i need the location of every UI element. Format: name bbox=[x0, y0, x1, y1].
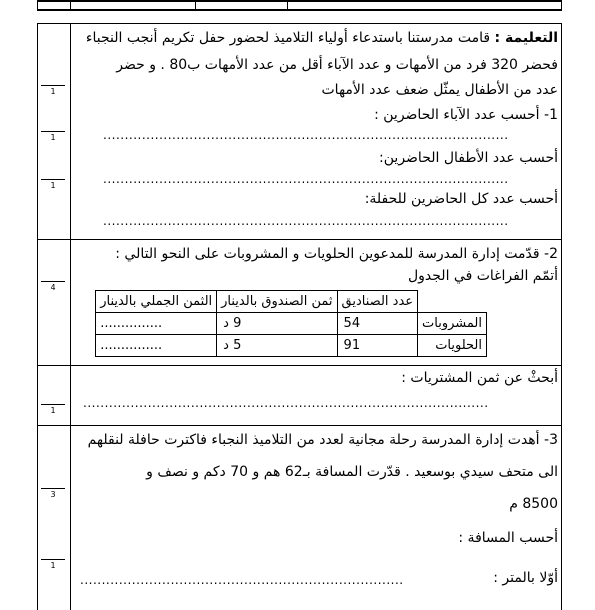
answer-line[interactable]: .............................................................................................. bbox=[83, 396, 489, 410]
section-divider-3 bbox=[37, 425, 562, 426]
purchases-table bbox=[95, 290, 487, 357]
top-strip-divider-2 bbox=[70, 0, 71, 10]
frame-left bbox=[37, 23, 38, 610]
row-label: المشروبات bbox=[418, 313, 487, 335]
purchases-question: أبحثْ عن ثمن المشتريات : bbox=[401, 370, 558, 386]
row-total[interactable]: ............... bbox=[96, 335, 217, 357]
table-header: ثمن الصندوق بالدينار bbox=[217, 291, 337, 313]
answer-line[interactable]: ........................................................................... bbox=[80, 573, 404, 587]
row-total[interactable]: ............... bbox=[96, 313, 217, 335]
mark-fraction: 1 bbox=[41, 121, 65, 142]
question-3-line-1: 3- أهدت إدارة المدرسة رحلة مجانية لعدد من التلاميذ النجباء فاكترت حافلة لنقلهم bbox=[87, 432, 558, 448]
section-divider-2 bbox=[37, 365, 562, 366]
mark-fraction: 1 bbox=[41, 549, 65, 570]
question-3-line-2: الى متحف سيدي بوسعيد . قدّرت المسافة بـ62 هم و 70 دكم و نصف و bbox=[146, 464, 558, 480]
frame-top bbox=[37, 23, 562, 24]
row-count: 91 bbox=[337, 335, 417, 357]
question-3-line-3: 8500 م bbox=[509, 496, 558, 512]
question-1c: أحسب عدد كل الحاضرين للحفلة: bbox=[364, 191, 558, 207]
top-strip-divider-5 bbox=[561, 0, 562, 10]
table-header: عدد الصناديق bbox=[337, 291, 417, 313]
mark-fraction: 4 bbox=[41, 271, 65, 292]
answer-line[interactable]: .............................................................................................. bbox=[103, 214, 509, 228]
instruction-heading: التعليمة : bbox=[494, 30, 558, 46]
question-2-line-2: أتمّم الفراغات في الجدول bbox=[407, 268, 558, 284]
section-divider-1 bbox=[37, 239, 562, 240]
mark-fraction: 1 bbox=[41, 394, 65, 415]
mark-fraction: 1 bbox=[41, 169, 65, 190]
top-strip-divider-1 bbox=[37, 0, 38, 10]
question-1b: أحسب عدد الأطفال الحاضرين: bbox=[379, 150, 558, 166]
answer-line[interactable]: .............................................................................................. bbox=[103, 128, 509, 142]
question-3-line-5: أوّلا بالمتر : bbox=[493, 570, 558, 586]
mark-fraction: 3 bbox=[41, 478, 65, 499]
frame-mark-column bbox=[70, 23, 71, 610]
intro-line-1 bbox=[86, 30, 558, 46]
top-strip-divider-4 bbox=[287, 0, 288, 10]
top-strip-bottom bbox=[37, 9, 562, 11]
question-3-line-4: أحسب المسافة : bbox=[458, 530, 558, 546]
top-strip-top bbox=[37, 0, 562, 2]
table-row bbox=[96, 335, 487, 357]
top-strip-divider-3 bbox=[195, 0, 196, 10]
question-2-line-1: 2- قدّمت إدارة المدرسة للمدعوين الحلويات و المشروبات على النحو التالي : bbox=[115, 246, 558, 262]
intro-line-1-text: قامت مدرستنا باستدعاء أولياء التلاميذ لحضور حفل تكريم أنجب النجباء bbox=[85, 30, 491, 46]
table-header: الثمن الجملي بالدينار bbox=[96, 291, 217, 313]
row-label: الحلويات bbox=[418, 335, 487, 357]
row-count: 54 bbox=[337, 313, 417, 335]
answer-line[interactable]: .............................................................................................. bbox=[103, 172, 509, 186]
mark-fraction: 1 bbox=[41, 75, 65, 96]
row-price: 9 د bbox=[217, 313, 337, 335]
table-row bbox=[96, 313, 487, 335]
row-price: 5 د bbox=[217, 335, 337, 357]
question-1a: 1- أحسب عدد الآباء الحاضرين : bbox=[374, 107, 558, 123]
intro-line-2: فحضر 320 فرد من الأمهات و عدد الآباء أقل من عدد الأمهات ب80 . و حضر bbox=[116, 57, 558, 73]
frame-right bbox=[561, 23, 562, 610]
table-header-row bbox=[96, 291, 487, 313]
intro-line-3: عدد من الأطفال يمثّل ضعف عدد الأمهات bbox=[321, 82, 558, 98]
table-corner-cell bbox=[418, 291, 487, 313]
